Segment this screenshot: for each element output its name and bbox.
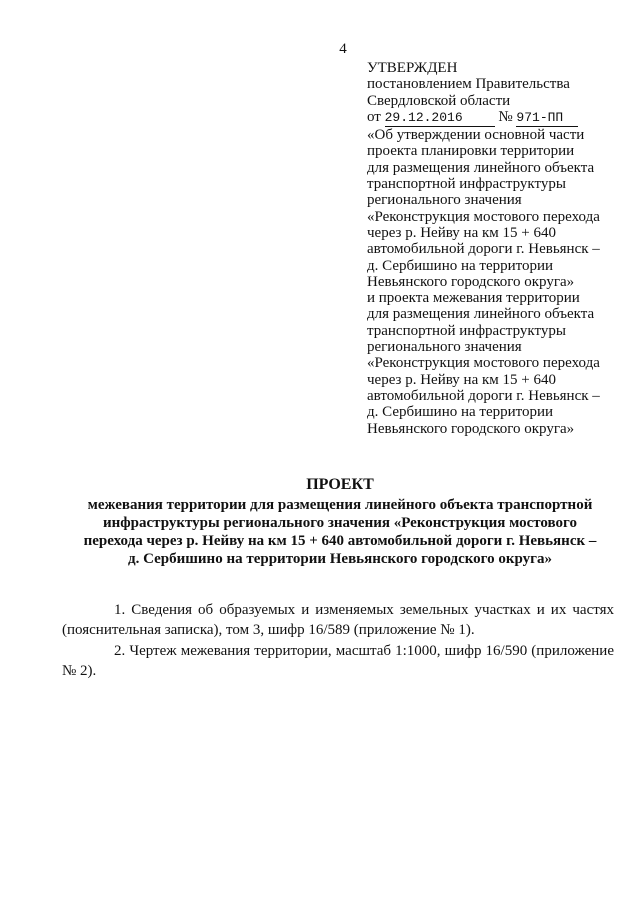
- approval-date: 29.12.2016: [385, 110, 495, 127]
- list-item: 1. Сведения об образуемых и изменяемых земельных участках и их частях (пояснительная записка), том 3, шифр 16/589 (приложение № 1).: [62, 602, 614, 638]
- title-line: перехода через р. Нейву на км 15 + 640 автомобильной дороги г. Невьянск –: [83, 533, 597, 549]
- title-line: инфраструктуры регионального значения «Реконструкция мостового: [103, 515, 577, 531]
- approval-line: транспортной инфраструктуры: [367, 176, 566, 193]
- document-title: [60, 476, 620, 568]
- approval-number: 971-ПП: [516, 110, 578, 127]
- approval-line: проекта планировки территории: [367, 143, 575, 160]
- approval-line: и проекта межевания территории: [367, 290, 580, 307]
- approval-heading: УТВЕРЖДЕН: [367, 60, 458, 76]
- approval-line: Невьянского городского округа»: [367, 273, 575, 290]
- list-item: 2. Чертеж межевания территории, масштаб 1:1000, шифр 16/590 (приложение № 2).: [62, 643, 614, 679]
- approval-line: транспортной инфраструктуры: [367, 322, 566, 339]
- approval-line: через р. Нейву на км 15 + 640: [367, 371, 556, 388]
- approval-stamp: [367, 60, 629, 437]
- number-prefix: №: [498, 108, 513, 125]
- approval-line: постановлением Правительства: [367, 76, 570, 93]
- approval-line: регионального значения: [367, 192, 522, 209]
- title-main: ПРОЕКТ: [306, 476, 374, 493]
- approval-line: регионального значения: [367, 339, 522, 356]
- page-number: 4: [339, 41, 347, 57]
- approval-line: для размещения линейного объекта: [367, 306, 595, 323]
- date-prefix: от: [367, 108, 381, 125]
- approval-line: «Реконструкция мостового перехода: [367, 355, 600, 372]
- approval-date-line: [367, 109, 629, 127]
- approval-line: через р. Нейву на км 15 + 640: [367, 224, 556, 241]
- approval-line: Свердловской области: [367, 92, 511, 109]
- document-body: [62, 600, 614, 682]
- approval-line: Невьянского городского округа»: [367, 420, 575, 437]
- approval-line: «Реконструкция мостового перехода: [367, 208, 600, 225]
- approval-line: д. Сербишино на территории: [367, 257, 554, 274]
- approval-line: автомобильной дороги г. Невьянск –: [367, 241, 600, 258]
- approval-line: д. Сербишино на территории: [367, 404, 554, 421]
- approval-line: «Об утверждении основной части: [367, 127, 585, 144]
- approval-line: для размещения линейного объекта: [367, 159, 595, 176]
- title-line: д. Сербишино на территории Невьянского городского округа»: [128, 551, 552, 567]
- approval-line: автомобильной дороги г. Невьянск –: [367, 387, 600, 404]
- title-line: межевания территории для размещения линейного объекта транспортной: [87, 497, 593, 513]
